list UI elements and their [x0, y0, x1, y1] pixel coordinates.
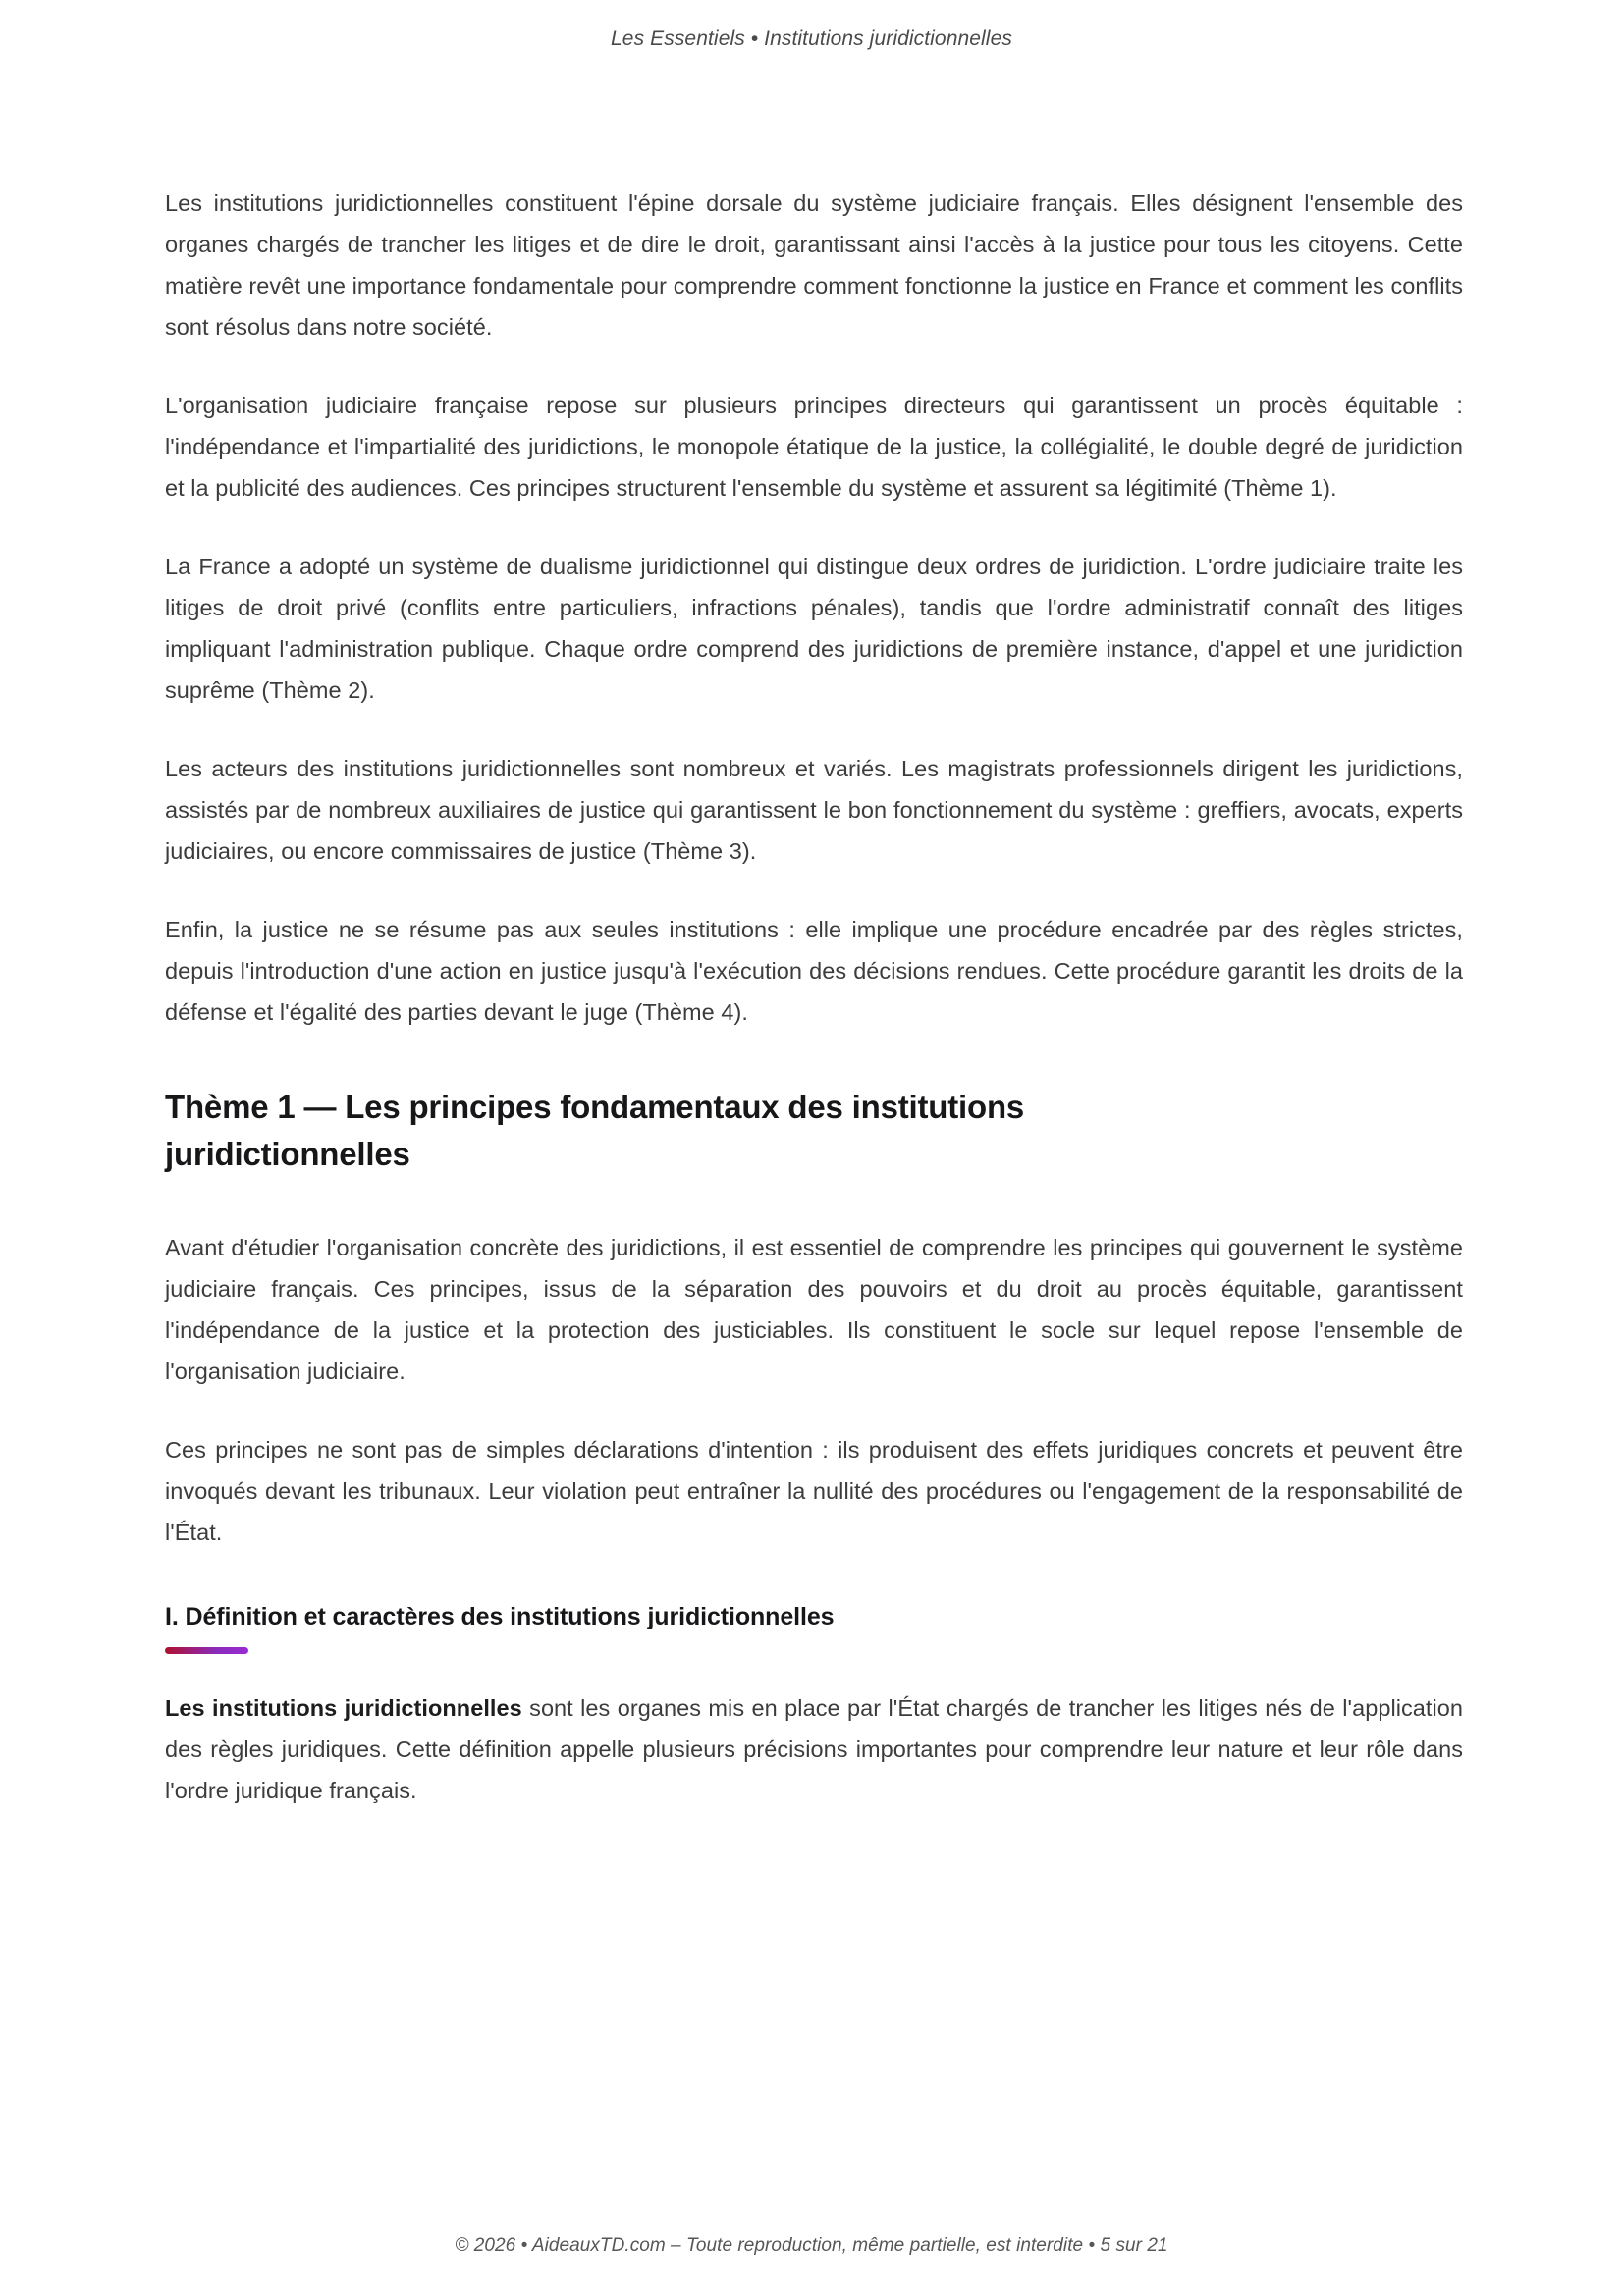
intro-paragraph-1: Les institutions juridictionnelles constituent l'épine dorsale du système judiciaire français. Elles désignent l'ensemble des organes chargés de trancher les litiges et de dire le droit, garantissant ainsi l'accès à la justice pour tous les citoyens. Cette matière revêt une importance fondamentale pour comprendre comment fonctionne la justice en France et comment les conflits sont résolus dans notre société. — [165, 190, 1463, 340]
theme-paragraph-1: Avant d'étudier l'organisation concrète des juridictions, il est essentiel de comprendre les principes qui gouvernent le système judiciaire français. Ces principes, issus de la séparation des pouvoirs et du droit au procès équitable, garantissent l'indépendance de la justice et la protection des justiciables. Ils constituent le socle sur lequel repose l'ensemble de l'organisation judiciaire. — [165, 1235, 1463, 1384]
section-accent-rule — [165, 1647, 248, 1654]
page-footer: © 2026 • AideauxTD.com – Toute reproduction, même partielle, est interdite • 5 sur 21 — [455, 2235, 1168, 2256]
section-heading: I. Définition et caractères des institutions juridictionnelles — [165, 1603, 835, 1630]
section-heading-block — [165, 1600, 1463, 1654]
theme-heading: Thème 1 — Les principes fondamentaux des institutions juridictionnelles — [165, 1089, 1025, 1172]
intro-paragraph-2: L'organisation judiciaire française repose sur plusieurs principes directeurs qui garantissent un procès équitable : l'indépendance et l'impartialité des juridictions, le monopole étatique de la justice, la collégialité, le double degré de juridiction et la publicité des audiences. Ces principes structurent l'ensemble du système et assurent sa légitimité (Thème 1). — [165, 393, 1463, 501]
intro-paragraph-3: La France a adopté un système de dualisme juridictionnel qui distingue deux ordres de juridiction. L'ordre judiciaire traite les litiges de droit privé (conflits entre particuliers, infractions pénales), tandis que l'ordre administratif connaît des litiges impliquant l'administration publique. Chaque ordre comprend des juridictions de première instance, d'appel et une juridiction suprême (Thème 2). — [165, 554, 1463, 703]
intro-paragraph-4: Les acteurs des institutions juridictionnelles sont nombreux et variés. Les magistrats professionnels dirigent les juridictions, assistés par de nombreux auxiliaires de justice qui garantissent le bon fonctionnement du système : greffiers, avocats, experts judiciaires, ou encore commissaires de justice (Thème 3). — [165, 756, 1463, 864]
theme-paragraph-2: Ces principes ne sont pas de simples déclarations d'intention : ils produisent des effets juridiques concrets et peuvent être invoqués devant les tribunaux. Leur violation peut entraîner la nullité des procédures ou l'engagement de la responsabilité de l'État. — [165, 1437, 1463, 1545]
document-content — [165, 183, 1463, 1811]
intro-paragraph-5: Enfin, la justice ne se résume pas aux seules institutions : elle implique une procédure encadrée par des règles strictes, depuis l'introduction d'une action en justice jusqu'à l'exécution des décisions rendues. Cette procédure garantit les droits de la défense et l'égalité des parties devant le juge (Thème 4). — [165, 917, 1463, 1025]
theme-heading-block — [165, 1084, 1463, 1178]
running-header: Les Essentiels • Institutions juridictionnelles — [611, 27, 1012, 50]
section-lead-bold: Les institutions juridictionnelles — [165, 1695, 522, 1721]
section-paragraph-1 — [165, 1687, 1463, 1811]
section-lead-rest: sont les organes mis en place par l'État chargés de trancher les litiges nés de l'application des règles juridiques. Cette définition appelle plusieurs précisions importantes pour comprendre leur nature et leur rôle dans l'ordre juridique français. — [165, 1695, 1463, 1803]
